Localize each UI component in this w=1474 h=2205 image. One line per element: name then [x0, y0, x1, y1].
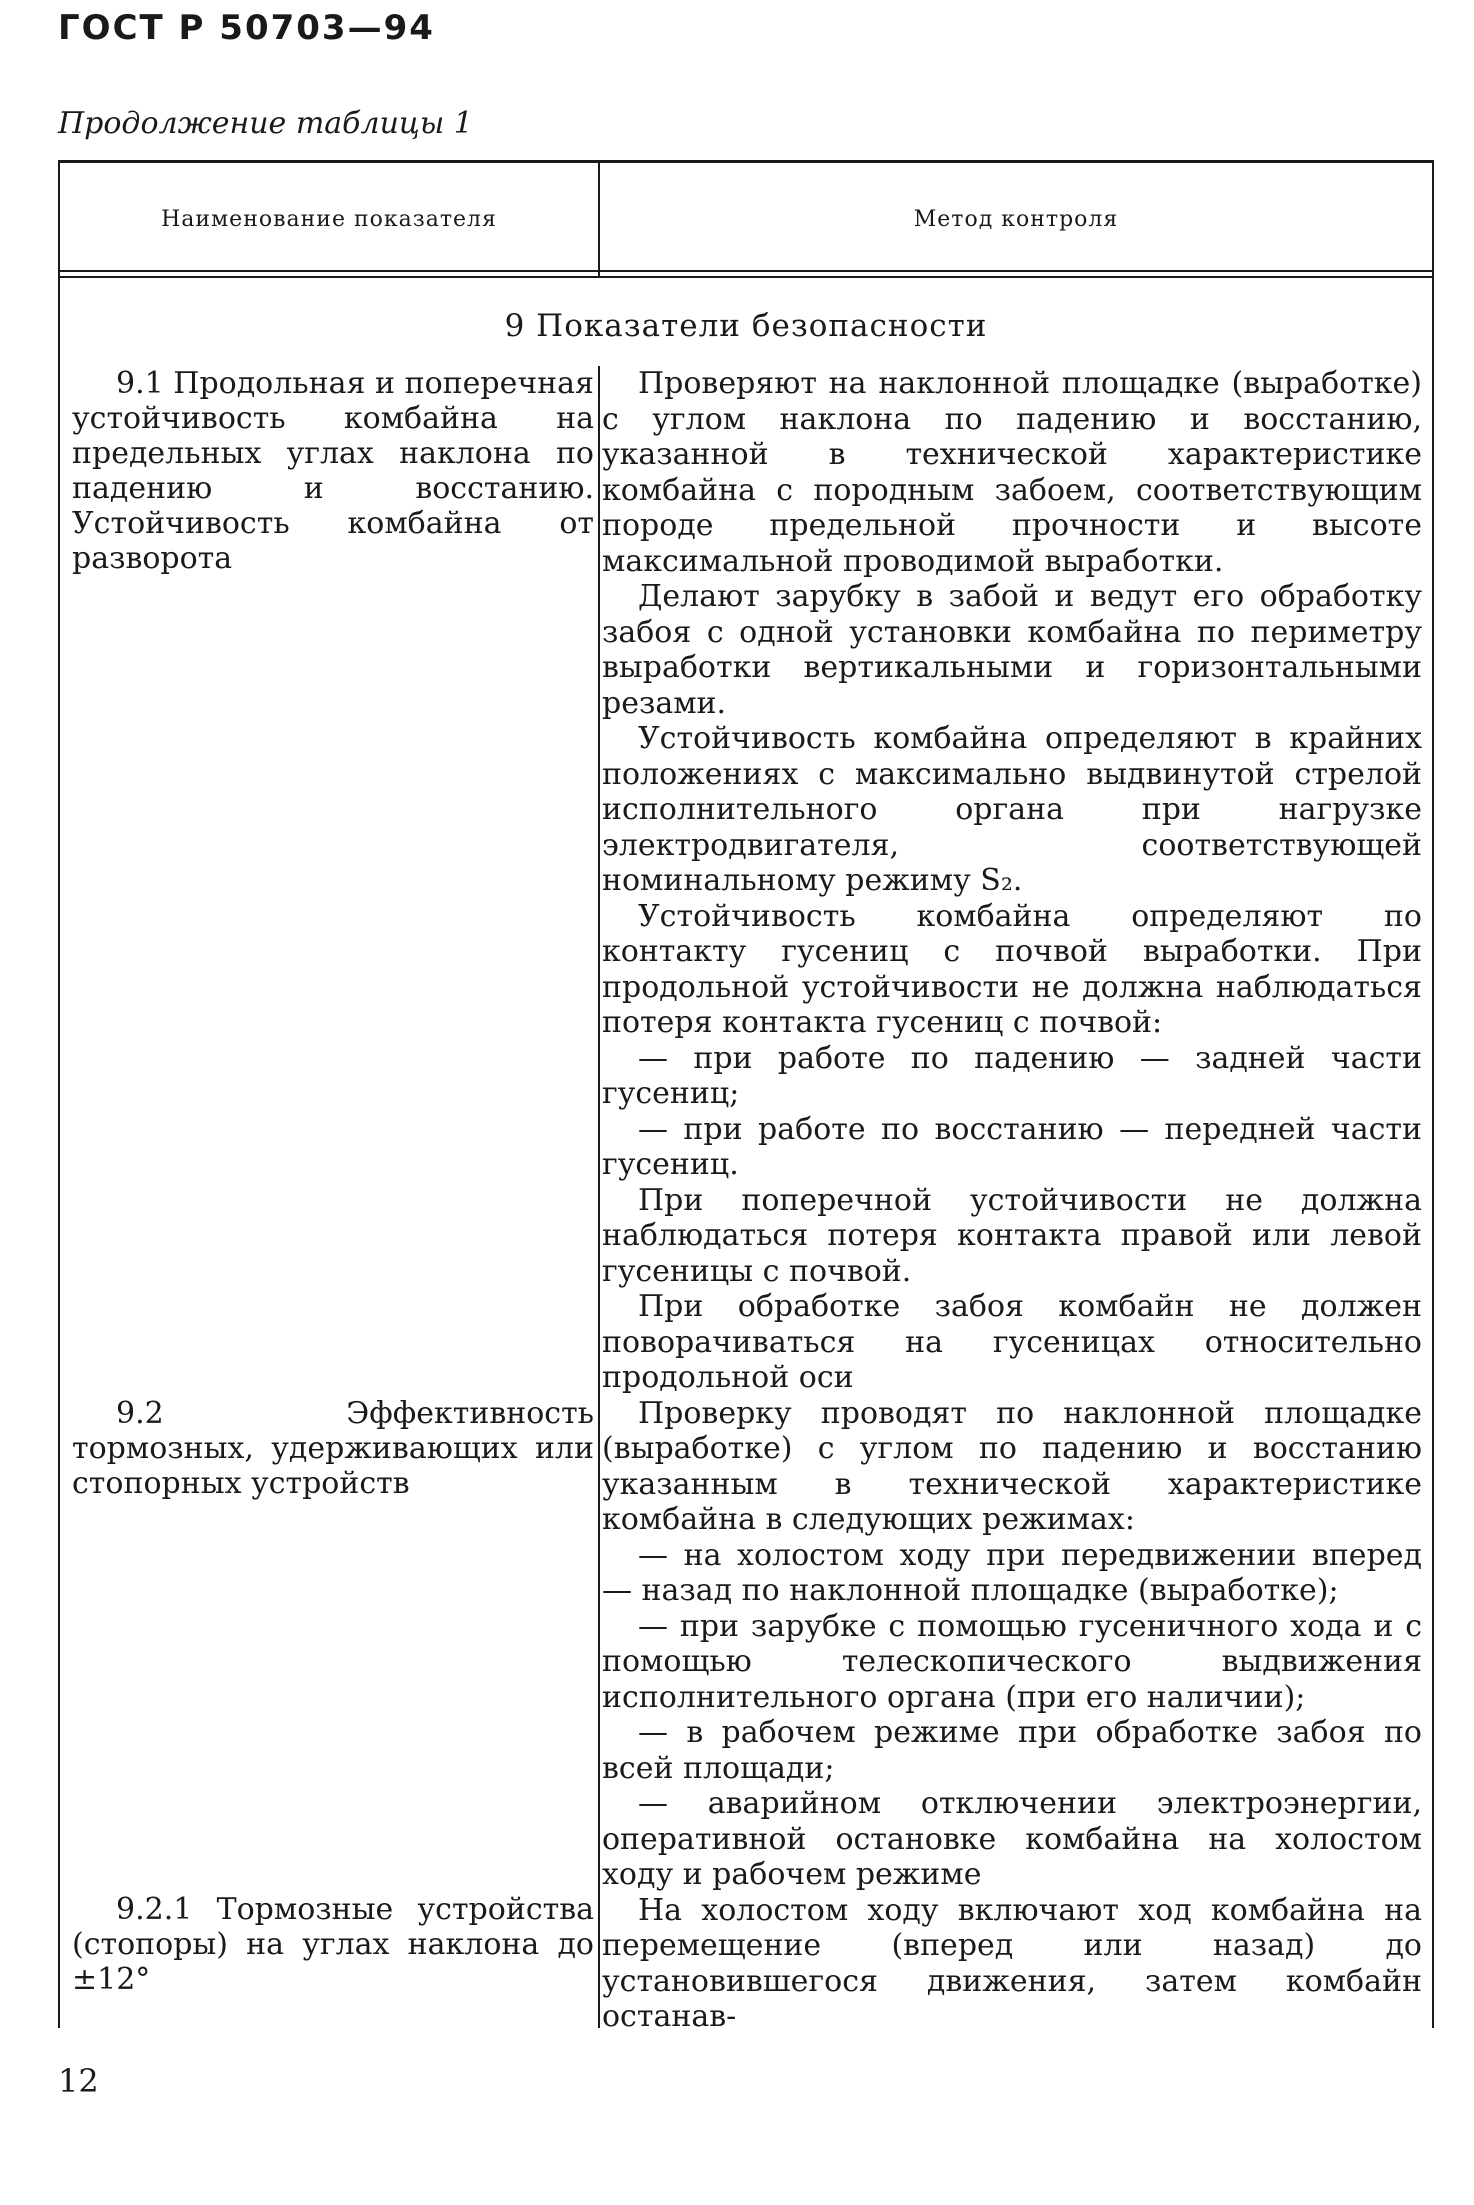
left-item-text: 9.2 Эффективность тормозных, удерживающих или стопорных устройств [72, 1396, 594, 1501]
table-right-border [1432, 160, 1434, 2028]
method-paragraph: Устойчивость комбайна определяют по контакту гусениц с почвой выработки. При продольной устойчивости не должна наблюдаться потеря контакта гусениц с почвой: [602, 898, 1422, 1040]
left-item-text: 9.2.1 Тормозные устройства (стопоры) на углах наклона до ±12° [72, 1892, 594, 1997]
method-paragraph: — при работе по восстанию — передней части гусениц. [602, 1111, 1422, 1182]
table-caption: Продолжение таблицы 1 [58, 106, 473, 141]
body-column-separator [598, 366, 600, 2028]
column-header-method: Метод контроля [913, 206, 1119, 232]
column-header-indicator: Наименование показателя [161, 206, 497, 232]
method-paragraph: — на холостом ходу при передвижении вперед — назад по наклонной площадке (выработке); [602, 1537, 1422, 1608]
section-title: 9 Показатели безопасности [504, 308, 988, 344]
method-paragraph: — при работе по падению — задней части гусениц; [602, 1040, 1422, 1111]
method-paragraph: Проверяют на наклонной площадке (выработке) с углом наклона по падению и восстанию, указанной в технической характеристике комбайна с породным забоем, соответствующим породе предельной прочности и высоте максимальной проводимой выработки. [602, 366, 1422, 579]
method-paragraph: При обработке забоя комбайн не должен поворачиваться на гусеницах относительно продольной оси [602, 1289, 1422, 1395]
method-paragraph: При поперечной устойчивости не должна наблюдаться потеря контакта правой или левой гусеницы с почвой. [602, 1182, 1422, 1289]
method-paragraph: — при зарубке с помощью гусеничного хода и с помощью телескопического выдвижения исполнительного органа (при его наличии); [602, 1608, 1422, 1715]
page-number: 12 [58, 2062, 99, 2100]
method-paragraph: — в рабочем режиме при обработке забоя по всей площади; [602, 1715, 1422, 1786]
method-paragraph: На холостом ходу включают ход комбайна на перемещение (вперед или назад) до установившегося движения, затем комбайн останав- [602, 1892, 1422, 2034]
document-number: ГОСТ Р 50703—94 [58, 8, 435, 48]
method-paragraph: Проверку проводят по наклонной площадке (выработке) с углом по падению и восстанию указанным в технической характеристике комбайна в следующих режимах: [602, 1395, 1422, 1537]
method-paragraph: Устойчивость комбайна определяют в крайних положениях с максимально выдвинутой стрелой исполнительного органа при нагрузке электродвигателя, соответствующей номинальному режиму S₂. [602, 721, 1422, 898]
left-item-9-2-1 [72, 1892, 594, 1997]
method-paragraph: — аварийном отключении электроэнергии, оперативной остановке комбайна на холостом ходу и рабочем режиме [602, 1786, 1422, 1892]
method-paragraph: Делают зарубку в забой и ведут его обработку забоя с одной установки комбайна по периметру выработки вертикальными и горизонтальными резами. [602, 579, 1422, 721]
table-left-border [58, 160, 60, 2028]
method-text [602, 366, 1422, 2035]
indicators-table [58, 160, 1434, 2034]
left-item-9-1 [72, 366, 594, 576]
left-item-text: 9.1 Продольная и поперечная устойчивость комбайна на предельных углах наклона по падению и восстанию. Устойчивость комбайна от разворота [72, 366, 594, 576]
left-item-9-2 [72, 1396, 594, 1501]
